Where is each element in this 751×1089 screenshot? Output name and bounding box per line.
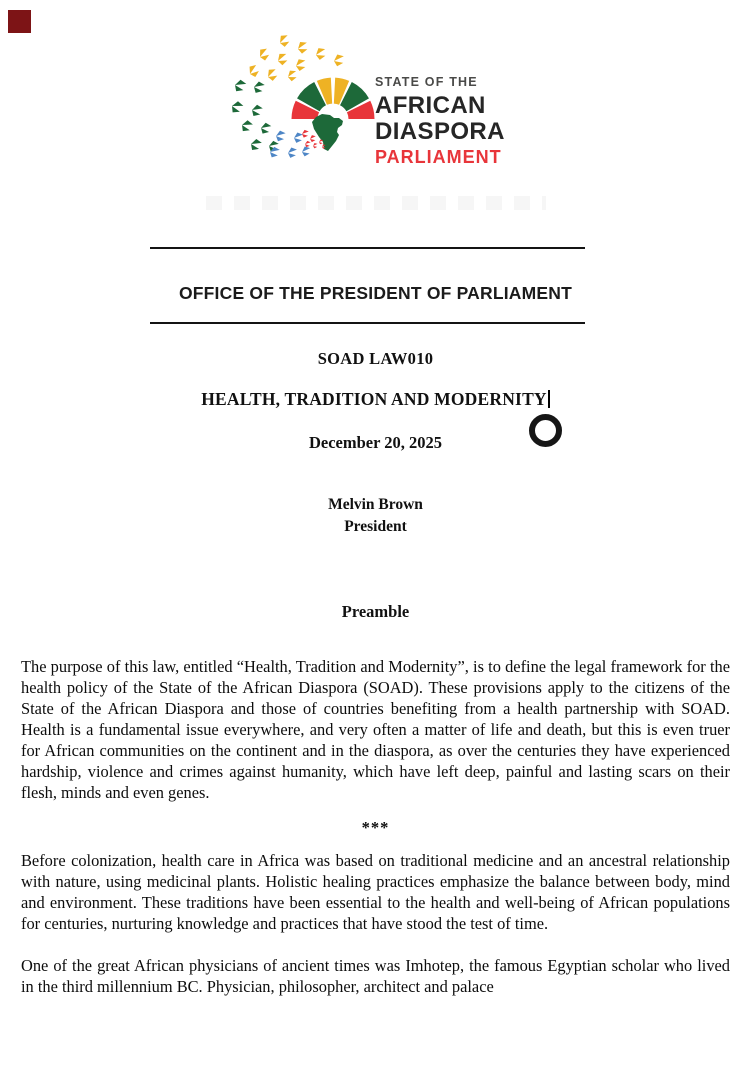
- red-square-marker: [8, 10, 31, 33]
- logo-state-of-the: STATE OF THE: [375, 75, 478, 89]
- soad-parliament-logo-icon: [230, 33, 380, 168]
- paragraph-imhotep: One of the great African physicians of ancient times was Imhotep, the famous Egyptian scholar who lived in the third millennium BC. Physician, philosopher, architect and palace: [21, 956, 730, 996]
- logo-birds-green: [230, 79, 279, 153]
- logo-diaspora: DIASPORA: [375, 117, 505, 145]
- paragraph-preamble: The purpose of this law, entitled “Health, Tradition and Modernity”, is to define the legal framework for the health policy of the State of the African Diaspora (SOAD). These provisions apply to the citizens of the State of the African Diaspora and those of countries benefiting from a health partnership with SOAD. Health is a fundamental issue everywhere, and very often a matter of life and death, but this is even truer for African communities on the continent and in the diaspora, as over the centuries they have experienced hardship, violence and crimes against humanity, which have left deep, painful and lasting scars on their flesh, minds and even genes.: [21, 657, 730, 802]
- logo-parliament: PARLIAMENT: [375, 146, 502, 167]
- divider-line-bottom: [150, 322, 585, 324]
- africa-continent-icon: [312, 114, 343, 151]
- author-role: President: [344, 518, 407, 535]
- circle-annotation-icon: [529, 414, 562, 447]
- document-body[interactable]: [21, 656, 730, 997]
- law-number: SOAD LAW010: [317, 349, 434, 368]
- document-title-text: HEALTH, TRADITION AND MODERNITY: [201, 389, 547, 409]
- logo-african: AFRICAN: [375, 91, 486, 119]
- document-date: December 20, 2025: [308, 433, 443, 452]
- section-heading-preamble: Preamble: [341, 602, 410, 621]
- author-name: Melvin Brown: [328, 496, 423, 513]
- paragraph-traditional-medicine: Before colonization, health care in Africa was based on traditional medicine and an ancestral relationship with nature, using medicinal plants. Holistic healing practices emphasize the balance between body, mind and environment. These traditions have been essential to the health and well-being of African populations for centuries, nurturing knowledge and practices that have stood the test of time.: [21, 851, 730, 933]
- logo-wordmark: [375, 76, 525, 166]
- divider-line-top: [150, 247, 585, 249]
- logo-birds-yellow: [246, 33, 344, 82]
- document-title[interactable]: [0, 389, 751, 410]
- office-title: OFFICE OF THE PRESIDENT OF PARLIAMENT: [178, 283, 573, 303]
- faint-ghost-text: [206, 196, 546, 210]
- section-separator: ***: [361, 818, 390, 837]
- text-cursor: [548, 390, 550, 408]
- logo-fan: [305, 91, 362, 119]
